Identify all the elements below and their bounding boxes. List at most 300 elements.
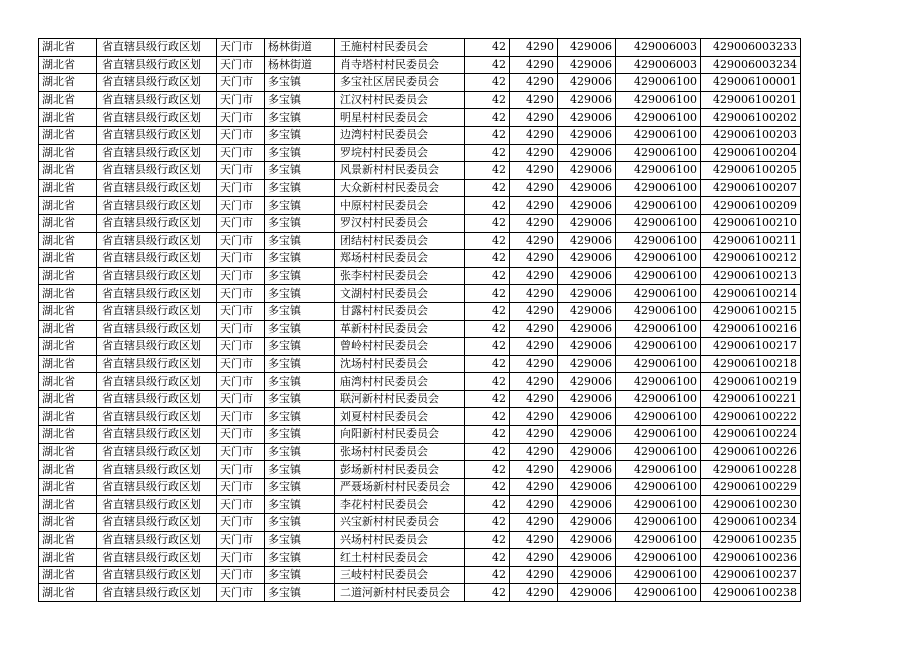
province-code-cell: 42 [465, 531, 510, 549]
county-cell: 天门市 [217, 144, 265, 162]
county-code-cell: 429006 [558, 320, 616, 338]
village-code-cell: 429006100229 [701, 478, 801, 496]
table-row [39, 267, 801, 285]
village-code-cell: 429006100217 [701, 338, 801, 356]
province-code-cell: 42 [465, 144, 510, 162]
province-cell: 湖北省 [39, 514, 97, 532]
county-cell: 天门市 [217, 302, 265, 320]
division-code-table [38, 38, 801, 602]
county-code-cell: 429006 [558, 162, 616, 180]
prefecture-code-cell: 4290 [510, 214, 558, 232]
county-cell: 天门市 [217, 250, 265, 268]
prefecture-cell: 省直辖县级行政区划 [97, 214, 217, 232]
province-cell: 湖北省 [39, 197, 97, 215]
township-code-cell: 429006100 [616, 302, 701, 320]
county-code-cell: 429006 [558, 91, 616, 109]
province-code-cell: 42 [465, 302, 510, 320]
township-code-cell: 429006100 [616, 584, 701, 602]
prefecture-cell: 省直辖县级行政区划 [97, 250, 217, 268]
table-row [39, 478, 801, 496]
committee-cell: 团结村村民委员会 [335, 232, 465, 250]
committee-cell: 彭场新村村民委员会 [335, 461, 465, 479]
prefecture-code-cell: 4290 [510, 39, 558, 57]
county-code-cell: 429006 [558, 250, 616, 268]
province-cell: 湖北省 [39, 443, 97, 461]
prefecture-code-cell: 4290 [510, 514, 558, 532]
township-cell: 多宝镇 [265, 320, 335, 338]
province-cell: 湖北省 [39, 91, 97, 109]
county-cell: 天门市 [217, 443, 265, 461]
county-cell: 天门市 [217, 461, 265, 479]
township-code-cell: 429006100 [616, 162, 701, 180]
county-code-cell: 429006 [558, 197, 616, 215]
county-cell: 天门市 [217, 162, 265, 180]
province-code-cell: 42 [465, 390, 510, 408]
township-cell: 多宝镇 [265, 426, 335, 444]
province-code-cell: 42 [465, 496, 510, 514]
province-cell: 湖北省 [39, 426, 97, 444]
table-row [39, 74, 801, 92]
township-cell: 多宝镇 [265, 91, 335, 109]
village-code-cell: 429006100219 [701, 373, 801, 391]
township-code-cell: 429006100 [616, 267, 701, 285]
township-code-cell: 429006100 [616, 408, 701, 426]
county-code-cell: 429006 [558, 443, 616, 461]
county-code-cell: 429006 [558, 285, 616, 303]
prefecture-code-cell: 4290 [510, 56, 558, 74]
township-code-cell: 429006100 [616, 443, 701, 461]
prefecture-code-cell: 4290 [510, 338, 558, 356]
province-code-cell: 42 [465, 285, 510, 303]
province-code-cell: 42 [465, 426, 510, 444]
committee-cell: 曾岭村村民委员会 [335, 338, 465, 356]
county-cell: 天门市 [217, 320, 265, 338]
township-code-cell: 429006100 [616, 549, 701, 567]
prefecture-cell: 省直辖县级行政区划 [97, 39, 217, 57]
table-row [39, 320, 801, 338]
prefecture-code-cell: 4290 [510, 320, 558, 338]
committee-cell: 王施村村民委员会 [335, 39, 465, 57]
table-row [39, 426, 801, 444]
province-code-cell: 42 [465, 162, 510, 180]
township-cell: 多宝镇 [265, 267, 335, 285]
township-code-cell: 429006100 [616, 91, 701, 109]
table-row [39, 566, 801, 584]
village-code-cell: 429006100234 [701, 514, 801, 532]
committee-cell: 三岐村村民委员会 [335, 566, 465, 584]
prefecture-code-cell: 4290 [510, 109, 558, 127]
county-cell: 天门市 [217, 478, 265, 496]
prefecture-code-cell: 4290 [510, 478, 558, 496]
prefecture-code-cell: 4290 [510, 250, 558, 268]
township-code-cell: 429006100 [616, 250, 701, 268]
township-code-cell: 429006100 [616, 320, 701, 338]
county-code-cell: 429006 [558, 355, 616, 373]
township-cell: 多宝镇 [265, 355, 335, 373]
county-cell: 天门市 [217, 214, 265, 232]
committee-cell: 张李村村民委员会 [335, 267, 465, 285]
township-code-cell: 429006100 [616, 144, 701, 162]
township-code-cell: 429006003 [616, 39, 701, 57]
committee-cell: 联河新村村民委员会 [335, 390, 465, 408]
province-cell: 湖北省 [39, 531, 97, 549]
committee-cell: 甘露村村民委员会 [335, 302, 465, 320]
township-cell: 杨林街道 [265, 39, 335, 57]
prefecture-code-cell: 4290 [510, 144, 558, 162]
county-code-cell: 429006 [558, 390, 616, 408]
province-cell: 湖北省 [39, 478, 97, 496]
committee-cell: 大众新村村民委员会 [335, 179, 465, 197]
village-code-cell: 429006100228 [701, 461, 801, 479]
township-cell: 多宝镇 [265, 74, 335, 92]
county-code-cell: 429006 [558, 531, 616, 549]
village-code-cell: 429006100209 [701, 197, 801, 215]
village-code-cell: 429006100212 [701, 250, 801, 268]
province-cell: 湖北省 [39, 408, 97, 426]
county-code-cell: 429006 [558, 267, 616, 285]
village-code-cell: 429006100237 [701, 566, 801, 584]
village-code-cell: 429006100226 [701, 443, 801, 461]
province-cell: 湖北省 [39, 390, 97, 408]
prefecture-cell: 省直辖县级行政区划 [97, 126, 217, 144]
prefecture-code-cell: 4290 [510, 584, 558, 602]
province-cell: 湖北省 [39, 267, 97, 285]
village-code-cell: 429006100230 [701, 496, 801, 514]
village-code-cell: 429006100201 [701, 91, 801, 109]
township-code-cell: 429006100 [616, 514, 701, 532]
township-code-cell: 429006100 [616, 355, 701, 373]
village-code-cell: 429006100205 [701, 162, 801, 180]
committee-cell: 革新村村民委员会 [335, 320, 465, 338]
county-cell: 天门市 [217, 74, 265, 92]
village-code-cell: 429006100222 [701, 408, 801, 426]
county-code-cell: 429006 [558, 514, 616, 532]
province-code-cell: 42 [465, 338, 510, 356]
table-row [39, 179, 801, 197]
province-cell: 湖北省 [39, 144, 97, 162]
township-cell: 多宝镇 [265, 144, 335, 162]
committee-cell: 多宝社区居民委员会 [335, 74, 465, 92]
township-cell: 多宝镇 [265, 496, 335, 514]
province-cell: 湖北省 [39, 373, 97, 391]
township-code-cell: 429006100 [616, 426, 701, 444]
province-cell: 湖北省 [39, 250, 97, 268]
prefecture-code-cell: 4290 [510, 197, 558, 215]
table-row [39, 232, 801, 250]
province-code-cell: 42 [465, 197, 510, 215]
table-row [39, 584, 801, 602]
prefecture-cell: 省直辖县级行政区划 [97, 338, 217, 356]
province-cell: 湖北省 [39, 320, 97, 338]
county-cell: 天门市 [217, 531, 265, 549]
village-code-cell: 429006100215 [701, 302, 801, 320]
county-code-cell: 429006 [558, 549, 616, 567]
county-cell: 天门市 [217, 584, 265, 602]
prefecture-cell: 省直辖县级行政区划 [97, 197, 217, 215]
county-code-cell: 429006 [558, 302, 616, 320]
committee-cell: 罗垸村村民委员会 [335, 144, 465, 162]
township-code-cell: 429006100 [616, 390, 701, 408]
village-code-cell: 429006100213 [701, 267, 801, 285]
township-cell: 多宝镇 [265, 179, 335, 197]
province-code-cell: 42 [465, 74, 510, 92]
province-code-cell: 42 [465, 267, 510, 285]
table-row [39, 373, 801, 391]
county-code-cell: 429006 [558, 74, 616, 92]
table-row [39, 496, 801, 514]
prefecture-cell: 省直辖县级行政区划 [97, 373, 217, 391]
committee-cell: 兴宝新村村民委员会 [335, 514, 465, 532]
prefecture-cell: 省直辖县级行政区划 [97, 320, 217, 338]
village-code-cell: 429006100221 [701, 390, 801, 408]
county-code-cell: 429006 [558, 338, 616, 356]
village-code-cell: 429006100211 [701, 232, 801, 250]
province-cell: 湖北省 [39, 39, 97, 57]
township-cell: 多宝镇 [265, 197, 335, 215]
prefecture-code-cell: 4290 [510, 126, 558, 144]
township-cell: 多宝镇 [265, 549, 335, 567]
prefecture-code-cell: 4290 [510, 74, 558, 92]
prefecture-cell: 省直辖县级行政区划 [97, 478, 217, 496]
township-code-cell: 429006100 [616, 373, 701, 391]
village-code-cell: 429006100001 [701, 74, 801, 92]
table-row [39, 214, 801, 232]
village-code-cell: 429006100236 [701, 549, 801, 567]
province-code-cell: 42 [465, 408, 510, 426]
county-code-cell: 429006 [558, 214, 616, 232]
township-cell: 多宝镇 [265, 478, 335, 496]
prefecture-cell: 省直辖县级行政区划 [97, 461, 217, 479]
province-code-cell: 42 [465, 478, 510, 496]
village-code-cell: 429006100202 [701, 109, 801, 127]
county-code-cell: 429006 [558, 426, 616, 444]
village-code-cell: 429006003234 [701, 56, 801, 74]
village-code-cell: 429006100218 [701, 355, 801, 373]
township-code-cell: 429006100 [616, 461, 701, 479]
province-cell: 湖北省 [39, 214, 97, 232]
prefecture-code-cell: 4290 [510, 496, 558, 514]
county-code-cell: 429006 [558, 232, 616, 250]
table-row [39, 443, 801, 461]
committee-cell: 文湖村村民委员会 [335, 285, 465, 303]
committee-cell: 二道河新村村民委员会 [335, 584, 465, 602]
township-code-cell: 429006100 [616, 338, 701, 356]
province-code-cell: 42 [465, 355, 510, 373]
county-cell: 天门市 [217, 514, 265, 532]
province-cell: 湖北省 [39, 496, 97, 514]
province-cell: 湖北省 [39, 232, 97, 250]
county-code-cell: 429006 [558, 179, 616, 197]
province-code-cell: 42 [465, 584, 510, 602]
village-code-cell: 429006003233 [701, 39, 801, 57]
committee-cell: 兴场村村民委员会 [335, 531, 465, 549]
prefecture-cell: 省直辖县级行政区划 [97, 285, 217, 303]
table-row [39, 549, 801, 567]
prefecture-cell: 省直辖县级行政区划 [97, 426, 217, 444]
committee-cell: 沈场村村民委员会 [335, 355, 465, 373]
township-cell: 多宝镇 [265, 214, 335, 232]
prefecture-code-cell: 4290 [510, 443, 558, 461]
prefecture-code-cell: 4290 [510, 355, 558, 373]
township-code-cell: 429006100 [616, 74, 701, 92]
county-cell: 天门市 [217, 426, 265, 444]
prefecture-cell: 省直辖县级行政区划 [97, 408, 217, 426]
county-cell: 天门市 [217, 373, 265, 391]
village-code-cell: 429006100238 [701, 584, 801, 602]
township-cell: 多宝镇 [265, 302, 335, 320]
prefecture-code-cell: 4290 [510, 566, 558, 584]
county-code-cell: 429006 [558, 373, 616, 391]
prefecture-code-cell: 4290 [510, 390, 558, 408]
township-code-cell: 429006100 [616, 232, 701, 250]
province-cell: 湖北省 [39, 109, 97, 127]
prefecture-cell: 省直辖县级行政区划 [97, 531, 217, 549]
committee-cell: 严聂场新村村民委员会 [335, 478, 465, 496]
township-code-cell: 429006100 [616, 566, 701, 584]
prefecture-code-cell: 4290 [510, 426, 558, 444]
province-code-cell: 42 [465, 549, 510, 567]
province-code-cell: 42 [465, 320, 510, 338]
province-code-cell: 42 [465, 566, 510, 584]
prefecture-code-cell: 4290 [510, 91, 558, 109]
village-code-cell: 429006100235 [701, 531, 801, 549]
township-cell: 多宝镇 [265, 408, 335, 426]
table-row [39, 162, 801, 180]
table-row [39, 144, 801, 162]
committee-cell: 风景新村村民委员会 [335, 162, 465, 180]
table-row [39, 197, 801, 215]
province-code-cell: 42 [465, 443, 510, 461]
committee-cell: 江汉村村民委员会 [335, 91, 465, 109]
township-code-cell: 429006100 [616, 126, 701, 144]
prefecture-code-cell: 4290 [510, 179, 558, 197]
township-code-cell: 429006100 [616, 531, 701, 549]
county-code-cell: 429006 [558, 478, 616, 496]
township-cell: 多宝镇 [265, 250, 335, 268]
township-cell: 多宝镇 [265, 443, 335, 461]
township-cell: 多宝镇 [265, 373, 335, 391]
prefecture-cell: 省直辖县级行政区划 [97, 267, 217, 285]
village-code-cell: 429006100216 [701, 320, 801, 338]
county-cell: 天门市 [217, 197, 265, 215]
prefecture-cell: 省直辖县级行政区划 [97, 566, 217, 584]
county-cell: 天门市 [217, 496, 265, 514]
village-code-cell: 429006100204 [701, 144, 801, 162]
county-code-cell: 429006 [558, 39, 616, 57]
prefecture-code-cell: 4290 [510, 232, 558, 250]
table-body [39, 39, 801, 602]
county-cell: 天门市 [217, 109, 265, 127]
township-code-cell: 429006003 [616, 56, 701, 74]
committee-cell: 郑场村村民委员会 [335, 250, 465, 268]
county-cell: 天门市 [217, 267, 265, 285]
province-code-cell: 42 [465, 232, 510, 250]
county-cell: 天门市 [217, 549, 265, 567]
province-code-cell: 42 [465, 461, 510, 479]
province-cell: 湖北省 [39, 56, 97, 74]
township-cell: 多宝镇 [265, 531, 335, 549]
province-code-cell: 42 [465, 373, 510, 391]
prefecture-code-cell: 4290 [510, 408, 558, 426]
province-cell: 湖北省 [39, 566, 97, 584]
county-cell: 天门市 [217, 285, 265, 303]
province-cell: 湖北省 [39, 338, 97, 356]
table-row [39, 285, 801, 303]
committee-cell: 向阳新村村民委员会 [335, 426, 465, 444]
township-cell: 多宝镇 [265, 162, 335, 180]
township-cell: 多宝镇 [265, 584, 335, 602]
prefecture-cell: 省直辖县级行政区划 [97, 390, 217, 408]
township-cell: 多宝镇 [265, 285, 335, 303]
committee-cell: 中原村村民委员会 [335, 197, 465, 215]
table-row [39, 56, 801, 74]
province-cell: 湖北省 [39, 355, 97, 373]
county-cell: 天门市 [217, 56, 265, 74]
village-code-cell: 429006100207 [701, 179, 801, 197]
township-cell: 多宝镇 [265, 514, 335, 532]
prefecture-cell: 省直辖县级行政区划 [97, 144, 217, 162]
county-code-cell: 429006 [558, 126, 616, 144]
province-cell: 湖北省 [39, 179, 97, 197]
table-row [39, 91, 801, 109]
province-code-cell: 42 [465, 214, 510, 232]
township-cell: 多宝镇 [265, 566, 335, 584]
province-code-cell: 42 [465, 179, 510, 197]
province-code-cell: 42 [465, 91, 510, 109]
prefecture-cell: 省直辖县级行政区划 [97, 56, 217, 74]
committee-cell: 庙湾村村民委员会 [335, 373, 465, 391]
province-code-cell: 42 [465, 109, 510, 127]
township-cell: 多宝镇 [265, 390, 335, 408]
prefecture-cell: 省直辖县级行政区划 [97, 91, 217, 109]
county-cell: 天门市 [217, 338, 265, 356]
village-code-cell: 429006100214 [701, 285, 801, 303]
province-cell: 湖北省 [39, 74, 97, 92]
prefecture-cell: 省直辖县级行政区划 [97, 514, 217, 532]
county-code-cell: 429006 [558, 144, 616, 162]
province-cell: 湖北省 [39, 285, 97, 303]
county-code-cell: 429006 [558, 461, 616, 479]
prefecture-cell: 省直辖县级行政区划 [97, 74, 217, 92]
county-code-cell: 429006 [558, 56, 616, 74]
table-row [39, 109, 801, 127]
province-code-cell: 42 [465, 250, 510, 268]
township-cell: 多宝镇 [265, 232, 335, 250]
committee-cell: 刘夏村村民委员会 [335, 408, 465, 426]
county-cell: 天门市 [217, 91, 265, 109]
committee-cell: 边湾村村民委员会 [335, 126, 465, 144]
township-cell: 多宝镇 [265, 126, 335, 144]
province-code-cell: 42 [465, 39, 510, 57]
province-code-cell: 42 [465, 126, 510, 144]
committee-cell: 肖寺塔村村民委员会 [335, 56, 465, 74]
table-row [39, 531, 801, 549]
township-code-cell: 429006100 [616, 478, 701, 496]
county-cell: 天门市 [217, 408, 265, 426]
prefecture-cell: 省直辖县级行政区划 [97, 355, 217, 373]
township-code-cell: 429006100 [616, 214, 701, 232]
table-row [39, 408, 801, 426]
prefecture-cell: 省直辖县级行政区划 [97, 162, 217, 180]
county-cell: 天门市 [217, 126, 265, 144]
table-row [39, 302, 801, 320]
province-code-cell: 42 [465, 514, 510, 532]
township-cell: 多宝镇 [265, 461, 335, 479]
county-code-cell: 429006 [558, 109, 616, 127]
province-cell: 湖北省 [39, 461, 97, 479]
table-row [39, 250, 801, 268]
village-code-cell: 429006100224 [701, 426, 801, 444]
